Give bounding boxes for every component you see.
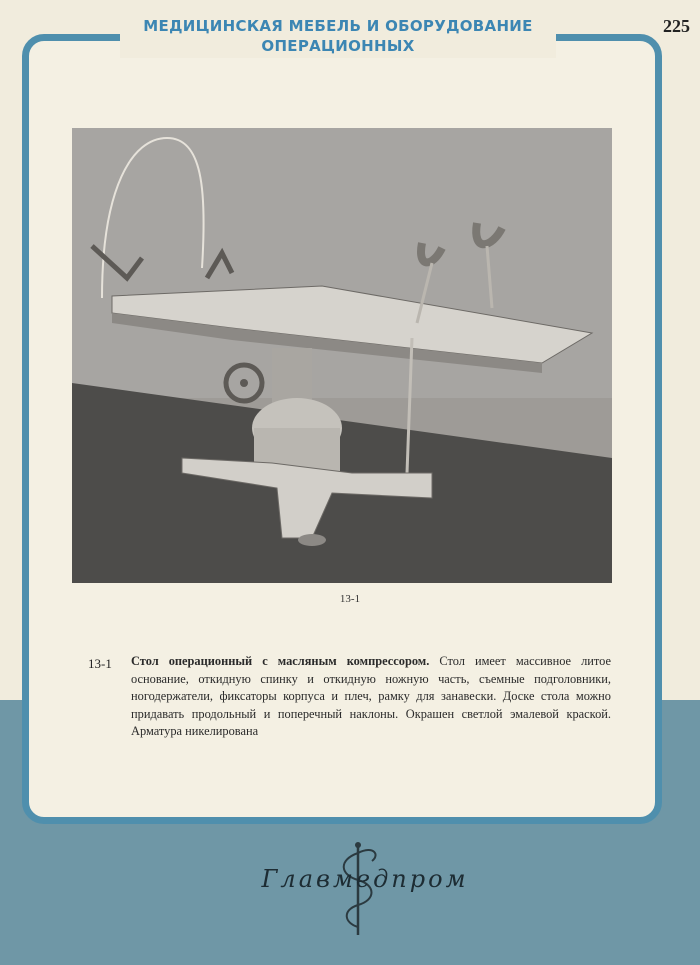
page-number: 225 (663, 16, 690, 36)
operating-table-illustration (72, 128, 612, 583)
entry-description (131, 653, 611, 741)
entry-name: Стол операционный с масляным компрессором. (131, 654, 430, 668)
page-header-title (120, 14, 556, 58)
header-title-line1: МЕДИЦИНСКАЯ МЕБЕЛЬ И ОБОРУДОВАНИЕ (143, 17, 533, 35)
figure-label: 13-1 (339, 593, 361, 605)
entry-number: 13-1 (88, 656, 112, 671)
brand-logo: Главмедпром (261, 865, 469, 893)
header-title-line2: ОПЕРАЦИОННЫХ (261, 37, 415, 55)
operating-table-photo (72, 128, 612, 583)
entry-text: Стол имеет массивное литое основание, откидную спинку и откидную ножную часть, съемные подголовники, ногодержатели, фиксаторы корпуса и плеч, рамку для занавески. Доске стола можно придавать продольный и поперечный наклоны. Окрашен светлой эмалевой краской. Арматура никелирована (131, 654, 611, 738)
